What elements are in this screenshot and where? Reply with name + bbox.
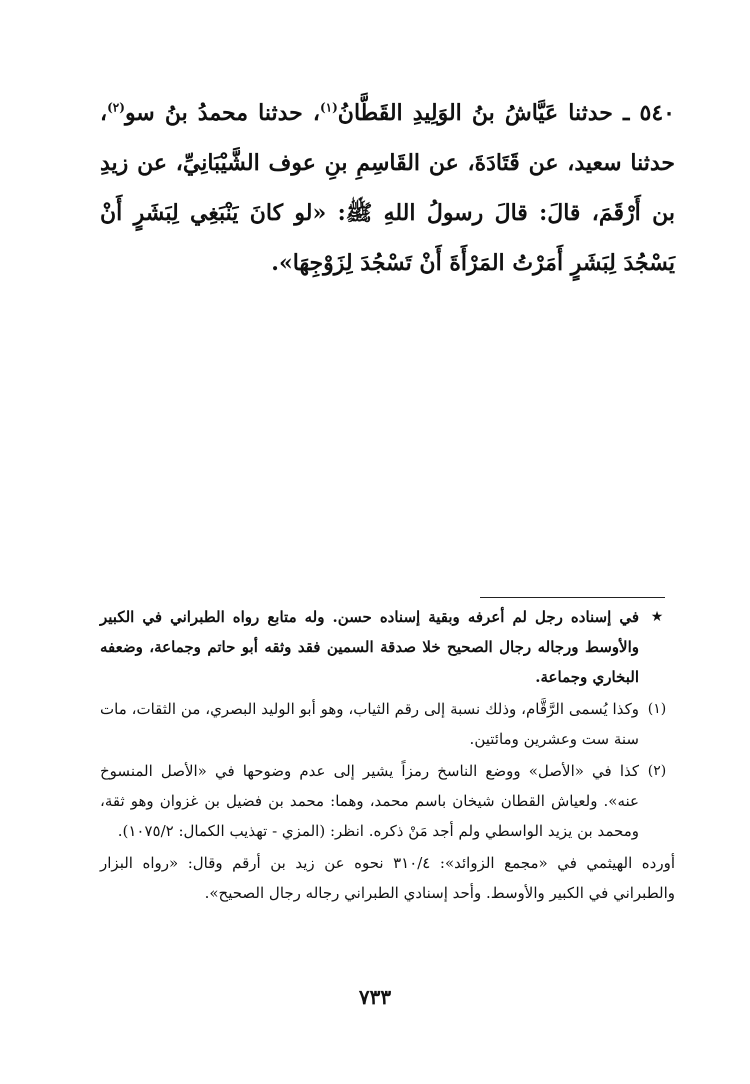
- footnote-ref-1: (١): [319, 100, 338, 115]
- footnote-2: [100, 756, 675, 846]
- footnote-1-text: وكذا يُسمى الرَّقَّام، وذلك نسبة إلى رقم الثياب، وهو أبو الوليد البصري، من الثقات، مات سنة ست وعشرين ومائتين.: [100, 700, 639, 748]
- footnote-2-mark: (٢): [647, 763, 667, 779]
- footnote-divider: [480, 597, 665, 598]
- footnotes-section: [100, 602, 675, 908]
- hadith-text-part3: ، حدثنا سعيد، عن قَتَادَةَ، عن القَاسِمِ بنِ عوف الشَّيْبَانِيِّ، عن زيدِ بن أَرْقَمَ، قالَ: قالَ رسولُ اللهِ ﷺ: «لو كانَ يَنْبَغِي لِبَشَرٍ أَنْ يَسْجُدَ لِبَشَرٍ أَمَرْتُ المَرْأَةَ أَنْ تَسْجُدَ لِزَوْجِهَا».: [100, 100, 675, 276]
- hadith-text-part2: ، حدثنا محمدُ بنُ سو: [124, 100, 320, 126]
- closing-note: أورده الهيثمي في «مجمع الزوائد»: ٣١٠/٤ نحوه عن زيد بن أرقم وقال: «رواه البزار والطبراني في الكبير والأوسط. وأحد إسنادي الطبراني رجاله رجال الصحيح».: [100, 854, 675, 902]
- hadith-number: ٥٤٠: [639, 100, 675, 126]
- footnote-2-text: كذا في «الأصل» ووضع الناسخ رمزاً يشير إلى عدم وضوحها في «الأصل المنسوخ عنه». ولعياش القطان شيخان باسم محمد، وهما: محمد بن فضيل بن غزوان وهو ثقة، ومحمد بن يزيد الواسطي ولم أجد مَنْ ذكره. انظر: (المزي - تهذيب الكمال: ١٠٧٥/٢).: [100, 762, 639, 840]
- footnote-ref-2: (٢): [107, 100, 125, 115]
- footnote-star-mark: ★: [650, 609, 664, 625]
- footnote-star: [100, 602, 675, 692]
- hadith-dash: ـ: [612, 100, 630, 126]
- page-number: ٧٣٣: [358, 985, 392, 1009]
- hadith-block: [100, 88, 675, 288]
- footnote-star-text: في إسناده رجل لم أعرفه وبقية إسناده حسن. وله متابع رواه الطبراني في الكبير والأوسط ورجاله رجال الصحيح خلا صدقة السمين فقد وثقه أبو حاتم وجماعة، وضعفه البخاري وجماعة.: [100, 608, 639, 686]
- footnote-1-mark: (١): [647, 701, 667, 717]
- footnote-1: [100, 694, 675, 754]
- hadith-text-part1: حدثنا عَيَّاشُ بنُ الوَلِيدِ القَطَّانُ: [337, 100, 613, 126]
